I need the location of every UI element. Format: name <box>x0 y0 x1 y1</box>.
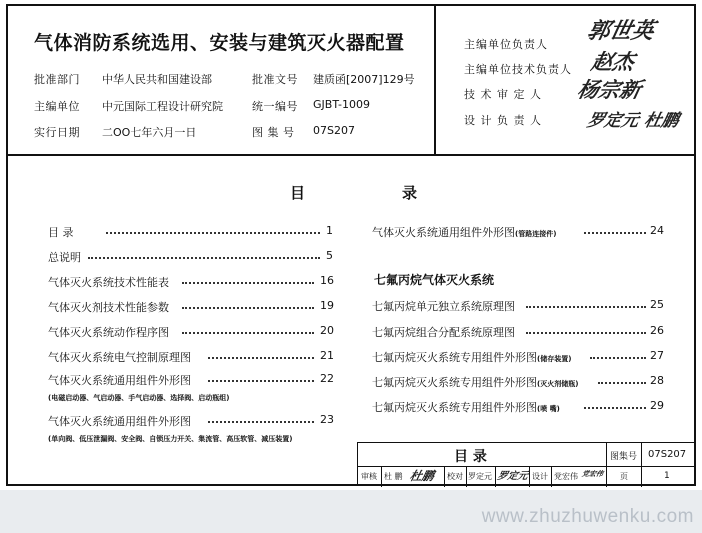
sign-label-chief-editor: 主编单位负责人 <box>464 38 548 51</box>
designer-signature: 党宏伟 <box>581 469 605 478</box>
impl-date-value: 二OO七年六月一日 <box>102 126 197 139</box>
approval-doc-label: 批准文号 <box>252 73 298 86</box>
approval-dept-label: 批准部门 <box>34 73 80 86</box>
section-title-hfc227: 七氟丙烷气体灭火系统 <box>374 273 495 287</box>
contents-heading-mu: 目 <box>290 184 306 202</box>
signature-chief-editor: 郭世英 <box>584 18 657 44</box>
unified-code-label: 统一编号 <box>252 100 298 113</box>
impl-date-label: 实行日期 <box>34 126 80 139</box>
designer-name: 党宏伟 <box>554 472 578 481</box>
header-divider <box>434 6 436 156</box>
sign-label-design-lead: 设 计 负 责 人 <box>464 114 542 127</box>
atlas-no-value: 07S207 <box>313 124 355 137</box>
watermark: www.zhuzhuwenku.com <box>481 506 694 527</box>
title-block-atlas-label: 图集号 <box>610 452 638 462</box>
approval-dept-value: 中华人民共和国建设部 <box>102 73 212 86</box>
reviewer-name: 杜 鹏 <box>384 472 403 481</box>
header-block <box>8 6 694 156</box>
title-block <box>357 442 694 486</box>
approval-doc-value: 建质函[2007]129号 <box>313 73 415 86</box>
checker-name: 罗定元 <box>468 472 492 481</box>
contents-heading-lu: 录 <box>402 184 418 202</box>
sign-label-reviewer: 技 术 审 定 人 <box>464 88 542 101</box>
reviewer-label: 审核 <box>361 472 377 481</box>
page-value: 1 <box>664 471 670 481</box>
toc-entry-note: (电磁启动器、气启动器、手气启动器、选择阀、启动瓶组) <box>48 394 230 402</box>
signature-tech-lead: 赵杰 <box>589 49 637 74</box>
title-block-atlas-value: 07S207 <box>648 449 687 460</box>
checker-signature: 罗定元 <box>496 471 529 482</box>
page-label: 页 <box>620 472 628 481</box>
checker-label: 校对 <box>447 472 463 481</box>
editor-unit-label: 主编单位 <box>34 100 80 113</box>
atlas-no-label: 图 集 号 <box>252 126 295 139</box>
unified-code-value: GJBT-1009 <box>313 98 370 111</box>
toc-entry-note: (单向阀、低压泄漏阀、安全阀、自锁压力开关、集流管、高压软管、减压装置) <box>48 435 293 443</box>
atlas-title: 气体消防系统选用、安装与建筑灭火器配置 <box>34 32 405 54</box>
drawing-sheet: 气体消防系统选用、安装与建筑灭火器配置 批准部门 中华人民共和国建设部 批准文号 建质函[2007]129号 主编单位 中元国际工程设计研究院 统一编号 GJBT-1009 实行日期 二OO七年六月一日 图 集 号 07S207 主编单位负责人 主编单位技术负责人 技 术 审 定 人 设 计 负 责 人 郭世英 赵杰 杨宗新 罗定元 杜鹏 目 录 目 录 1 总说明 5 气体灭火系统技术性能表 16 气体灭火剂技术性能参数 19 气体灭火系统动作程序图 20 气体灭火系统电气控制原理图 21 气体灭火系统通用组件外形图 22 (电磁启动器、气启动器、手气启动器、选择阀、启动瓶组) 气体灭火系统通用组件外形图 23 (单向阀、低压泄漏阀、安全阀、自锁压力开关、集流管、高压软管、减压装置) 气体灭火系统通用组件外形图(管路连接件) 24 七氟丙烷气体灭火系统 七氟丙烷单元独立系统原理图 25 七氟丙烷组合分配系统原理图 26 七氟丙烷灭火系统专用组件外形图(储存装置) 27 七氟丙烷灭火系统专用组件外形图(灭火剂储瓶) 28 七氟丙烷灭火系统专用组件外形图(喷 嘴) 29 目 录 图集号 07S207 审核 杜 鹏 杜鹏 校对 罗定元 罗定元 设计 党宏伟 党宏伟 页 1 <box>6 4 696 486</box>
reviewer-signature: 杜鹏 <box>408 469 436 483</box>
sign-label-tech-lead: 主编单位技术负责人 <box>464 63 572 76</box>
editor-unit-value: 中元国际工程设计研究院 <box>102 100 223 113</box>
signature-reviewer: 杨宗新 <box>575 77 644 102</box>
signature-design-lead: 罗定元 杜鹏 <box>585 111 681 131</box>
designer-label: 设计 <box>532 472 548 481</box>
title-block-title: 目 录 <box>454 449 487 465</box>
